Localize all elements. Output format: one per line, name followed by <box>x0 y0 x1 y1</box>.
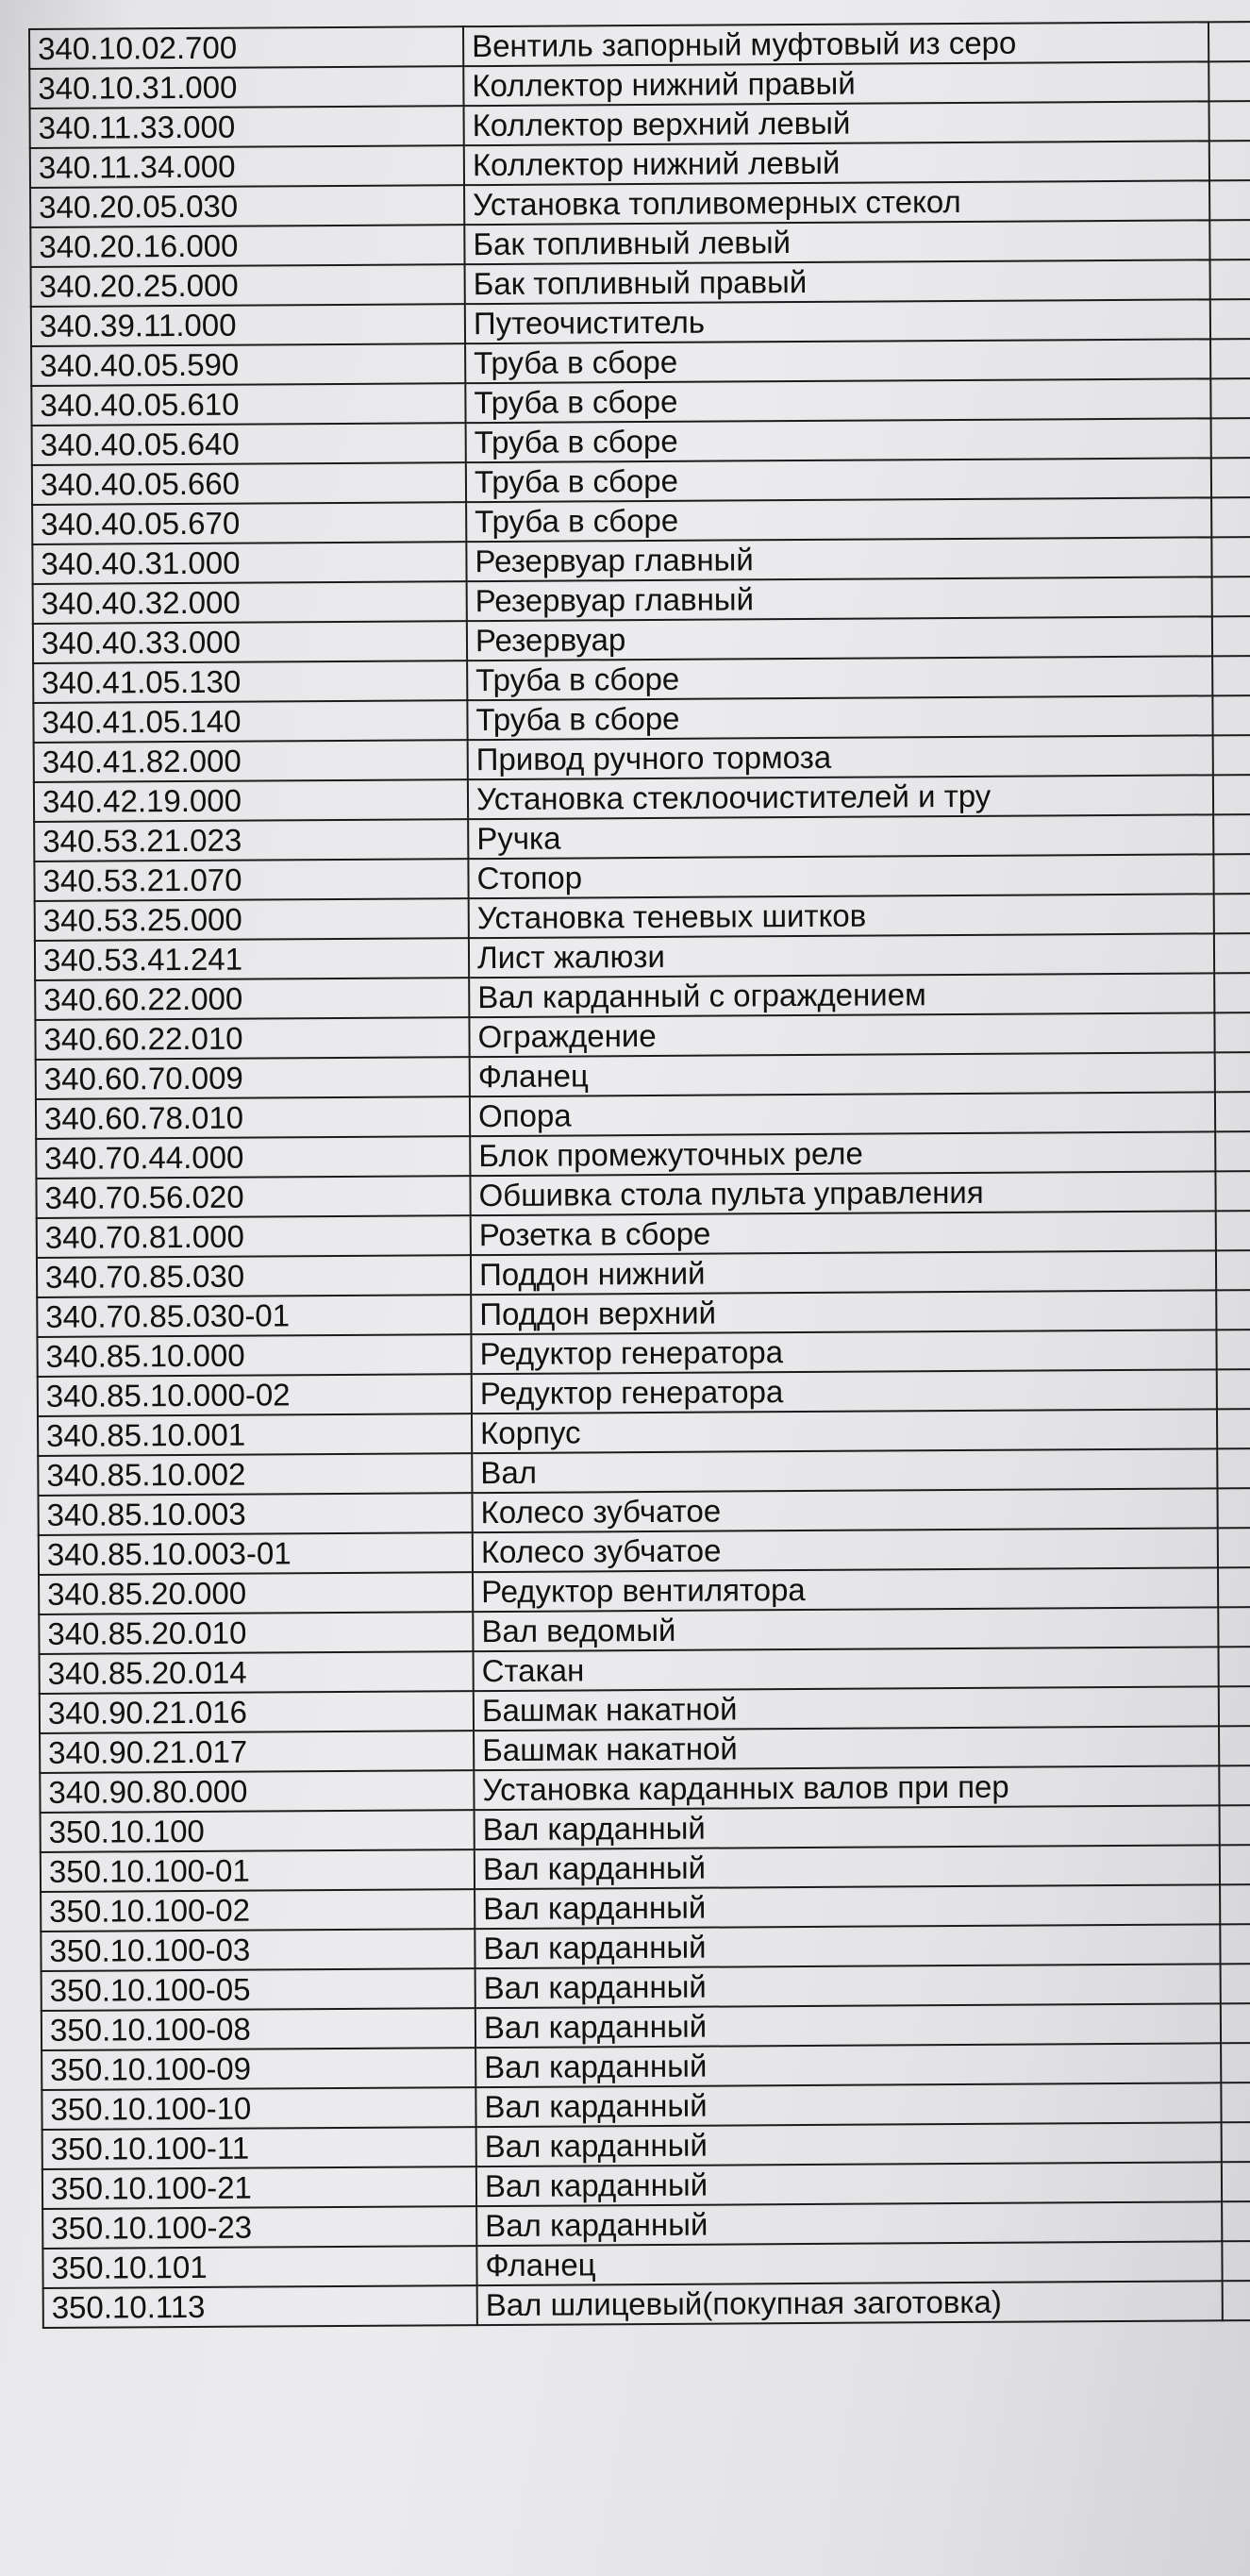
empty-cell <box>1210 299 1250 339</box>
part-name-cell: Вал карданный <box>475 1845 1220 1889</box>
part-name-cell: Корпус <box>472 1409 1217 1453</box>
part-code-cell: 340.20.25.000 <box>31 264 465 307</box>
empty-cell <box>1218 1607 1250 1647</box>
part-code-cell: 340.70.81.000 <box>37 1215 471 1258</box>
part-code-cell: 340.41.05.130 <box>33 661 467 703</box>
part-code-cell: 340.40.05.610 <box>31 383 465 426</box>
empty-cell <box>1221 1964 1250 2003</box>
part-code-cell: 340.85.10.000-02 <box>38 1374 472 1416</box>
part-code-cell: 340.40.05.660 <box>32 462 466 505</box>
empty-cell <box>1211 497 1250 537</box>
part-code-cell: 340.85.20.014 <box>40 1651 474 1694</box>
part-code-cell: 340.70.56.020 <box>36 1176 470 1218</box>
table-row <box>43 2281 1250 2328</box>
part-code-cell: 340.40.05.670 <box>32 502 466 544</box>
empty-cell <box>1211 537 1250 577</box>
part-name-cell: Коллектор нижний правый <box>463 61 1208 106</box>
part-name-cell: Вентиль запорный муфтовый из серо <box>463 22 1208 66</box>
part-code-cell: 340.60.78.010 <box>36 1096 470 1139</box>
empty-cell <box>1210 259 1250 299</box>
empty-cell <box>1210 378 1250 418</box>
part-name-cell: Вал <box>472 1448 1217 1493</box>
part-name-cell: Установка карданных валов при пер <box>474 1765 1219 1810</box>
part-name-cell: Обшивка стола пульта управления <box>470 1171 1215 1215</box>
empty-cell <box>1208 22 1250 61</box>
part-code-cell: 350.10.100-10 <box>42 2087 475 2130</box>
empty-cell <box>1220 1805 1250 1845</box>
part-name-cell: Блок промежуточных реле <box>470 1131 1215 1176</box>
part-name-cell: Стопор <box>468 854 1213 898</box>
empty-cell <box>1209 141 1250 180</box>
empty-cell <box>1218 1567 1250 1607</box>
empty-cell <box>1217 1369 1250 1409</box>
part-code-cell: 340.10.02.700 <box>29 26 463 69</box>
part-name-cell: Труба в сборе <box>466 497 1211 542</box>
part-name-cell: Коллектор верхний левый <box>464 101 1209 145</box>
part-name-cell: Труба в сборе <box>466 418 1211 462</box>
empty-cell <box>1220 1884 1250 1924</box>
part-name-cell: Установка стеклоочистителей и тру <box>468 775 1213 819</box>
part-name-cell: Редуктор генератора <box>472 1369 1217 1413</box>
part-code-cell: 340.39.11.000 <box>31 304 465 346</box>
empty-cell <box>1212 656 1250 695</box>
part-code-cell: 340.85.10.000 <box>37 1334 471 1377</box>
empty-cell <box>1216 1290 1250 1330</box>
part-name-cell: Вал карданный <box>475 1805 1220 1849</box>
part-code-cell: 340.53.25.000 <box>35 898 469 941</box>
part-name-cell: Вал карданный с ограждением <box>469 973 1214 1017</box>
part-code-cell: 340.85.10.003 <box>38 1493 472 1535</box>
part-code-cell: 340.20.05.030 <box>30 185 464 227</box>
part-name-cell: Вал ведомый <box>473 1607 1218 1651</box>
empty-cell <box>1215 1092 1250 1131</box>
part-code-cell: 340.53.21.070 <box>34 859 468 901</box>
empty-cell <box>1212 577 1250 616</box>
empty-cell <box>1208 101 1250 141</box>
part-code-cell: 340.40.32.000 <box>33 581 467 624</box>
part-code-cell: 340.90.80.000 <box>40 1770 474 1813</box>
part-name-cell: Поддон нижний <box>471 1250 1216 1295</box>
empty-cell <box>1221 2043 1250 2083</box>
part-name-cell: Лист жалюзи <box>469 933 1214 978</box>
part-code-cell: 340.60.70.009 <box>36 1057 470 1099</box>
empty-cell <box>1210 339 1250 378</box>
part-code-cell: 340.40.05.640 <box>32 423 466 465</box>
empty-cell <box>1209 180 1250 220</box>
part-code-cell: 340.85.20.000 <box>39 1572 473 1614</box>
part-name-cell: Вал карданный <box>475 2043 1221 2087</box>
part-name-cell: Труба в сборе <box>465 378 1210 423</box>
part-code-cell: 340.70.85.030-01 <box>37 1295 471 1337</box>
part-name-cell: Колесо зубчатое <box>473 1528 1218 1572</box>
empty-cell <box>1219 1647 1250 1686</box>
empty-cell <box>1223 2281 1250 2320</box>
empty-cell <box>1214 1012 1250 1052</box>
part-name-cell: Труба в сборе <box>466 458 1211 502</box>
part-name-cell: Башмак накатной <box>474 1726 1219 1770</box>
part-code-cell: 340.53.21.023 <box>34 819 468 861</box>
part-code-cell: 350.10.100-03 <box>41 1929 475 1971</box>
part-code-cell: 340.42.19.000 <box>34 779 468 822</box>
part-name-cell: Привод ручного тормоза <box>468 735 1213 779</box>
part-name-cell: Коллектор нижний левый <box>464 141 1209 185</box>
part-code-cell: 350.10.100-21 <box>42 2166 476 2209</box>
part-name-cell: Резервуар главный <box>466 537 1211 581</box>
empty-cell <box>1220 1924 1250 1964</box>
empty-cell <box>1219 1686 1250 1726</box>
empty-cell <box>1213 775 1250 814</box>
part-code-cell: 340.53.41.241 <box>35 938 469 980</box>
part-code-cell: 340.70.44.000 <box>36 1136 470 1179</box>
part-code-cell: 340.90.21.017 <box>40 1731 474 1773</box>
part-code-cell: 340.11.34.000 <box>30 145 464 188</box>
part-code-cell: 340.41.05.140 <box>33 700 467 743</box>
part-code-cell: 340.10.31.000 <box>29 66 463 109</box>
part-name-cell: Вал карданный <box>475 2083 1221 2127</box>
empty-cell <box>1221 2083 1250 2122</box>
part-code-cell: 350.10.100-01 <box>41 1849 475 1892</box>
part-code-cell: 340.40.05.590 <box>31 343 465 386</box>
part-name-cell: Труба в сборе <box>465 339 1210 383</box>
part-name-cell: Установка теневых шитков <box>469 894 1214 938</box>
empty-cell <box>1213 854 1250 894</box>
part-name-cell: Вал карданный <box>476 2162 1222 2206</box>
empty-cell <box>1214 973 1250 1012</box>
empty-cell <box>1215 1171 1250 1211</box>
part-name-cell: Поддон верхний <box>471 1290 1216 1334</box>
empty-cell <box>1222 2201 1250 2241</box>
parts-table-body <box>29 22 1250 2328</box>
part-code-cell: 350.10.113 <box>43 2285 477 2328</box>
empty-cell <box>1216 1330 1250 1369</box>
empty-cell <box>1222 2122 1250 2162</box>
part-code-cell: 340.41.82.000 <box>34 740 468 782</box>
part-code-cell: 340.85.10.003-01 <box>39 1532 473 1575</box>
part-code-cell: 350.10.101 <box>42 2246 476 2288</box>
part-name-cell: Редуктор генератора <box>471 1330 1216 1374</box>
part-name-cell: Труба в сборе <box>467 656 1212 700</box>
empty-cell <box>1215 1131 1250 1171</box>
part-code-cell: 340.20.16.000 <box>30 225 464 267</box>
part-name-cell: Стакан <box>474 1647 1219 1691</box>
empty-cell <box>1217 1448 1250 1488</box>
empty-cell <box>1208 61 1250 101</box>
part-name-cell: Вал карданный <box>475 1964 1221 2008</box>
empty-cell <box>1219 1726 1250 1765</box>
part-code-cell: 350.10.100-05 <box>42 1968 475 2011</box>
part-name-cell: Вал карданный <box>475 1884 1220 1929</box>
empty-cell <box>1213 735 1250 775</box>
part-code-cell: 350.10.100-09 <box>42 2048 475 2090</box>
part-name-cell: Вал карданный <box>476 2122 1222 2166</box>
part-name-cell: Труба в сборе <box>467 695 1212 740</box>
part-name-cell: Башмак накатной <box>474 1686 1219 1731</box>
part-name-cell: Установка топливомерных стекол <box>464 180 1209 225</box>
part-name-cell: Опора <box>470 1092 1215 1136</box>
part-code-cell: 340.60.22.010 <box>35 1017 469 1060</box>
empty-cell <box>1214 894 1250 933</box>
part-name-cell: Вал карданный <box>475 1924 1220 1968</box>
empty-cell <box>1217 1488 1250 1528</box>
parts-table <box>28 21 1250 2329</box>
empty-cell <box>1211 418 1250 458</box>
part-code-cell: 340.85.10.001 <box>38 1413 472 1456</box>
part-name-cell: Вал карданный <box>475 2003 1221 2048</box>
part-code-cell: 350.10.100-02 <box>41 1889 475 1932</box>
empty-cell <box>1220 1845 1250 1884</box>
empty-cell <box>1209 220 1250 259</box>
empty-cell <box>1217 1409 1250 1448</box>
part-name-cell: Ограждение <box>469 1012 1214 1057</box>
part-code-cell: 350.10.100-08 <box>42 2008 475 2050</box>
empty-cell <box>1222 2162 1250 2201</box>
part-code-cell: 340.40.31.000 <box>32 542 466 584</box>
empty-cell <box>1212 616 1250 656</box>
empty-cell <box>1211 458 1250 497</box>
part-name-cell: Редуктор вентилятора <box>473 1567 1218 1612</box>
part-name-cell: Резервуар главный <box>467 577 1212 621</box>
empty-cell <box>1213 814 1250 854</box>
empty-cell <box>1219 1765 1250 1805</box>
part-name-cell: Розетка в сборе <box>471 1211 1216 1255</box>
part-code-cell: 340.40.33.000 <box>33 621 467 663</box>
empty-cell <box>1215 1052 1250 1092</box>
part-name-cell: Резервуар <box>467 616 1212 661</box>
part-name-cell: Фланец <box>476 2241 1222 2285</box>
part-name-cell: Фланец <box>470 1052 1215 1096</box>
part-code-cell: 350.10.100 <box>41 1810 475 1852</box>
empty-cell <box>1218 1528 1250 1567</box>
empty-cell <box>1221 2003 1250 2043</box>
part-name-cell: Бак топливный правый <box>465 259 1210 304</box>
empty-cell <box>1222 2241 1250 2281</box>
part-code-cell: 350.10.100-11 <box>42 2127 476 2169</box>
part-name-cell: Вал шлицевый(покупная заготовка) <box>477 2281 1223 2325</box>
part-name-cell: Ручка <box>468 814 1213 859</box>
part-code-cell: 340.11.33.000 <box>30 106 464 148</box>
part-code-cell: 340.90.21.016 <box>40 1691 474 1733</box>
part-name-cell: Путеочиститель <box>465 299 1210 343</box>
part-code-cell: 340.60.22.000 <box>35 978 469 1020</box>
part-code-cell: 340.85.10.002 <box>38 1453 472 1496</box>
part-name-cell: Вал карданный <box>476 2201 1222 2246</box>
part-name-cell: Колесо зубчатое <box>472 1488 1217 1532</box>
empty-cell <box>1214 933 1250 973</box>
part-code-cell: 340.70.85.030 <box>37 1255 471 1297</box>
empty-cell <box>1216 1250 1250 1290</box>
part-code-cell: 340.85.20.010 <box>39 1612 473 1654</box>
part-code-cell: 350.10.100-23 <box>42 2206 476 2249</box>
empty-cell <box>1216 1211 1250 1250</box>
part-name-cell: Бак топливный левый <box>464 220 1209 264</box>
empty-cell <box>1212 695 1250 735</box>
